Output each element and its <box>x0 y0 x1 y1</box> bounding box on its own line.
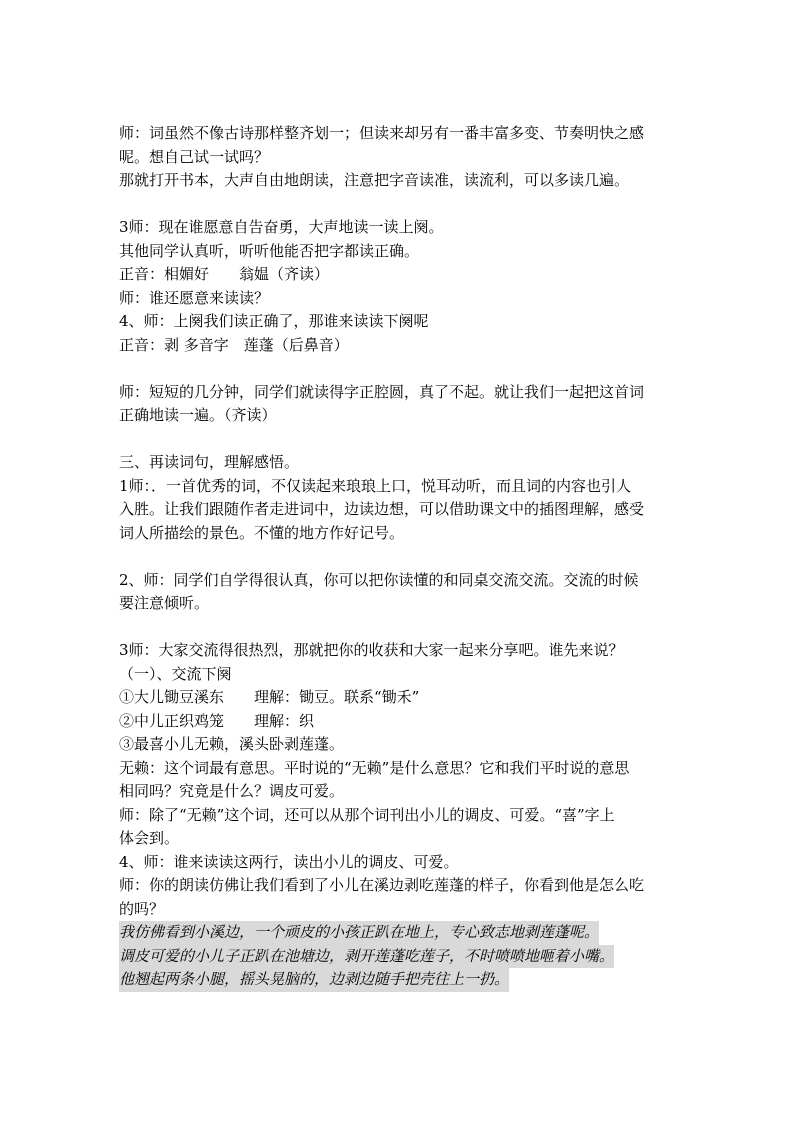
highlighted-line <box>119 921 679 945</box>
text-line: 那就打开书本，大声自由地朗读，注意把字音读准，读流利，可以多读几遍。 <box>119 171 630 189</box>
text-line: 正确地读一遍。（齐读） <box>119 406 277 424</box>
highlighted-text: 他翘起两条小腿，摇头晃脑的，边剥边随手把壳往上一扔。 <box>119 968 509 992</box>
text-line: 3师：现在谁愿意自告奋勇，大声地读一读上阕。 <box>119 218 444 236</box>
text-line: ③最喜小儿无赖，溪头卧剥莲蓬。 <box>119 735 345 753</box>
text-line: 相同吗？究竟是什么？调皮可爱。 <box>119 782 345 800</box>
blank-line <box>119 357 679 381</box>
text-line: ①大儿锄豆溪东 理解：锄豆。联系“锄禾” <box>119 688 420 706</box>
document-body <box>119 122 679 992</box>
text-line: 其他同学认真听，听听他能否把字都读正确。 <box>119 241 420 260</box>
text-line: 师：你的朗读仿佛让我们看到了小儿在溪边剥吃莲蓬的样子，你看到他是怎么吃 <box>119 876 645 894</box>
text-line: 师：短短的几分钟，同学们就读得字正腔圆，真了不起。就让我们一起把这首词 <box>119 382 645 401</box>
text-line: ②中儿正织鸡笼 理解：织 <box>119 711 315 730</box>
highlighted-text: 我仿佛看到小溪边，一个顽皮的小孩正趴在地上，专心致志地剥莲蓬呢。 <box>119 921 599 945</box>
text-line: 体会到。 <box>119 829 180 847</box>
blank-line <box>119 428 679 452</box>
highlighted-line <box>119 968 679 992</box>
text-line: 2、师：同学们自学得很认真，你可以把你读懂的和同桌交流交流。交流的时候 <box>119 570 639 589</box>
highlighted-line <box>119 945 679 969</box>
text-line: 词人所描绘的景色。不懂的地方作好记号。 <box>119 523 405 542</box>
text-line: 呢。想自己试一试吗？ <box>119 147 270 166</box>
blank-line <box>119 616 679 640</box>
blank-line <box>119 545 679 569</box>
text-line: 师：除了“无赖”这个词，还可以从那个词刊出小儿的调皮、可爱。“喜”字上 <box>119 805 615 824</box>
text-line: 3师：大家交流得很热烈，那就把你的收获和大家一起来分享吧。谁先来说？ <box>119 641 624 659</box>
text-line: 师：词虽然不像古诗那样整齐划一；但读来却另有一番丰富多变、节奏明快之感 <box>119 124 645 142</box>
text-line: 4、师：谁来读读这两行，读出小儿的调皮、可爱。 <box>119 852 459 871</box>
blank-line <box>119 193 679 217</box>
section-heading: 三、再读词句，理解感悟。 <box>119 453 300 471</box>
text-line: 1师：．一首优秀的词，不仅读起来琅琅上口，悦耳动听，而且词的内容也引人 <box>119 476 632 495</box>
highlighted-text: 调皮可爱的小儿子正趴在池塘边，剥开莲蓬吃莲子，不时喷喷地咂着小嘴。 <box>119 945 614 969</box>
text-line: 要注意倾听。 <box>119 594 210 612</box>
text-line: 正音：相媚好 翁媪（齐读） <box>119 265 330 283</box>
text-line: 无赖：这个词最有意思。平时说的“无赖”是什么意思？它和我们平时说的意思 <box>119 758 630 777</box>
text-line: 师：谁还愿意来读读？ <box>119 288 270 307</box>
text-line: 4、师：上阕我们读正确了，那谁来读读下阕呢 <box>119 312 429 330</box>
text-line: 正音：剥 多音字 莲蓬（后鼻音） <box>119 335 349 354</box>
text-line: 的吗？ <box>119 899 165 918</box>
subsection-heading: （一）、交流下阕 <box>119 664 232 683</box>
text-line: 入胜。让我们跟随作者走进词中，边读边想，可以借助课文中的插图理解，感受 <box>119 500 645 518</box>
